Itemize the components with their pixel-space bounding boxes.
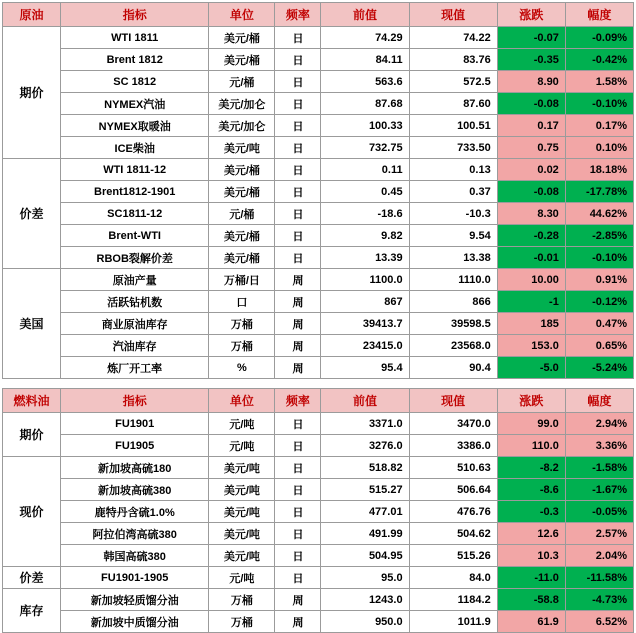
current-value: 84.0 [409, 567, 497, 589]
indicator-unit: 美元/桶 [209, 247, 275, 269]
change-percent: -0.05% [565, 501, 633, 523]
indicator-name: FU1905 [61, 435, 209, 457]
previous-value: 867 [321, 291, 409, 313]
current-value: 87.60 [409, 93, 497, 115]
indicator-unit: 元/桶 [209, 71, 275, 93]
indicator-frequency: 日 [275, 501, 321, 523]
change-percent: -0.10% [565, 247, 633, 269]
table-row [3, 159, 634, 181]
current-value: 515.26 [409, 545, 497, 567]
table-row [3, 501, 634, 523]
change-value: -0.08 [497, 93, 565, 115]
indicator-frequency: 日 [275, 545, 321, 567]
indicator-unit: 万桶 [209, 335, 275, 357]
previous-value: 477.01 [321, 501, 409, 523]
indicator-unit: 万桶/日 [209, 269, 275, 291]
current-value: 1011.9 [409, 611, 497, 633]
indicator-frequency: 周 [275, 589, 321, 611]
change-percent: 0.47% [565, 313, 633, 335]
change-percent: -2.85% [565, 225, 633, 247]
change-value: -8.6 [497, 479, 565, 501]
column-header: 前值 [321, 3, 409, 27]
indicator-name: 活跃钻机数 [61, 291, 209, 313]
table-header-row [3, 389, 634, 413]
table-row [3, 523, 634, 545]
indicator-unit: 美元/吨 [209, 523, 275, 545]
change-percent: 2.57% [565, 523, 633, 545]
previous-value: 39413.7 [321, 313, 409, 335]
change-value: 0.02 [497, 159, 565, 181]
previous-value: 491.99 [321, 523, 409, 545]
indicator-frequency: 日 [275, 71, 321, 93]
column-header: 单位 [209, 389, 275, 413]
change-value: -0.35 [497, 49, 565, 71]
table-header-row [3, 3, 634, 27]
column-header: 涨跌 [497, 3, 565, 27]
current-value: -10.3 [409, 203, 497, 225]
change-value: -5.0 [497, 357, 565, 379]
change-value: 153.0 [497, 335, 565, 357]
change-percent: 0.17% [565, 115, 633, 137]
current-value: 733.50 [409, 137, 497, 159]
column-header: 频率 [275, 389, 321, 413]
table-row [3, 435, 634, 457]
current-value: 74.22 [409, 27, 497, 49]
indicator-name: 阿拉伯湾高硫380 [61, 523, 209, 545]
previous-value: 3276.0 [321, 435, 409, 457]
previous-value: 563.6 [321, 71, 409, 93]
row-group-label: 库存 [3, 589, 61, 633]
previous-value: 1243.0 [321, 589, 409, 611]
change-value: -8.2 [497, 457, 565, 479]
change-value: 10.00 [497, 269, 565, 291]
table-row [3, 479, 634, 501]
indicator-name: NYMEX汽油 [61, 93, 209, 115]
change-percent: 2.04% [565, 545, 633, 567]
current-value: 0.13 [409, 159, 497, 181]
indicator-name: RBOB裂解价差 [61, 247, 209, 269]
change-value: 61.9 [497, 611, 565, 633]
table-row [3, 335, 634, 357]
indicator-unit: 美元/桶 [209, 27, 275, 49]
indicator-frequency: 日 [275, 523, 321, 545]
previous-value: 732.75 [321, 137, 409, 159]
column-header: 频率 [275, 3, 321, 27]
previous-value: 3371.0 [321, 413, 409, 435]
table-row [3, 457, 634, 479]
indicator-frequency: 日 [275, 435, 321, 457]
previous-value: 74.29 [321, 27, 409, 49]
indicator-name: Brent 1812 [61, 49, 209, 71]
indicator-name: SC 1812 [61, 71, 209, 93]
current-value: 90.4 [409, 357, 497, 379]
row-group-label: 现价 [3, 457, 61, 567]
current-value: 476.76 [409, 501, 497, 523]
indicator-unit: 美元/吨 [209, 137, 275, 159]
table-row [3, 247, 634, 269]
indicator-frequency: 周 [275, 357, 321, 379]
indicator-frequency: 周 [275, 291, 321, 313]
current-value: 23568.0 [409, 335, 497, 357]
change-value: 8.30 [497, 203, 565, 225]
change-percent: -0.42% [565, 49, 633, 71]
indicator-frequency: 周 [275, 313, 321, 335]
change-percent: 6.52% [565, 611, 633, 633]
column-header: 现值 [409, 3, 497, 27]
table-row [3, 611, 634, 633]
indicator-name: ICE柴油 [61, 137, 209, 159]
table-row [3, 269, 634, 291]
previous-value: 95.4 [321, 357, 409, 379]
change-percent: -0.09% [565, 27, 633, 49]
indicator-unit: 美元/吨 [209, 457, 275, 479]
table-row [3, 27, 634, 49]
previous-value: 9.82 [321, 225, 409, 247]
table-row [3, 291, 634, 313]
change-value: 110.0 [497, 435, 565, 457]
table-row [3, 115, 634, 137]
current-value: 3386.0 [409, 435, 497, 457]
previous-value: 515.27 [321, 479, 409, 501]
previous-value: 504.95 [321, 545, 409, 567]
table-row [3, 181, 634, 203]
change-percent: -5.24% [565, 357, 633, 379]
table-row [3, 203, 634, 225]
previous-value: 1100.0 [321, 269, 409, 291]
change-percent: -4.73% [565, 589, 633, 611]
indicator-frequency: 日 [275, 49, 321, 71]
table-row [3, 545, 634, 567]
change-value: -0.07 [497, 27, 565, 49]
indicator-name: 新加坡高硫180 [61, 457, 209, 479]
column-header: 单位 [209, 3, 275, 27]
current-value: 572.5 [409, 71, 497, 93]
table-row [3, 225, 634, 247]
change-percent: 0.91% [565, 269, 633, 291]
indicator-frequency: 日 [275, 159, 321, 181]
change-percent: -0.10% [565, 93, 633, 115]
indicator-name: 新加坡中质馏分油 [61, 611, 209, 633]
table-row [3, 71, 634, 93]
row-group-label: 价差 [3, 567, 61, 589]
indicator-name: WTI 1811-12 [61, 159, 209, 181]
current-value: 9.54 [409, 225, 497, 247]
indicator-name: Brent1812-1901 [61, 181, 209, 203]
change-percent: 0.10% [565, 137, 633, 159]
indicator-unit: % [209, 357, 275, 379]
row-group-label: 价差 [3, 159, 61, 269]
change-value: 0.17 [497, 115, 565, 137]
table-row [3, 567, 634, 589]
previous-value: 23415.0 [321, 335, 409, 357]
column-header: 前值 [321, 389, 409, 413]
current-value: 39598.5 [409, 313, 497, 335]
indicator-name: 韩国高硫380 [61, 545, 209, 567]
table-row [3, 137, 634, 159]
indicator-unit: 元/吨 [209, 435, 275, 457]
current-value: 13.38 [409, 247, 497, 269]
change-percent: -1.58% [565, 457, 633, 479]
tables-container [2, 2, 634, 633]
previous-value: 518.82 [321, 457, 409, 479]
indicator-name: 新加坡高硫380 [61, 479, 209, 501]
change-percent: 2.94% [565, 413, 633, 435]
previous-value: 95.0 [321, 567, 409, 589]
previous-value: 100.33 [321, 115, 409, 137]
change-percent: 18.18% [565, 159, 633, 181]
indicator-name: Brent-WTI [61, 225, 209, 247]
indicator-frequency: 周 [275, 335, 321, 357]
current-value: 0.37 [409, 181, 497, 203]
table-crude-oil [2, 2, 634, 379]
change-value: -0.01 [497, 247, 565, 269]
indicator-name: SC1811-12 [61, 203, 209, 225]
table-row [3, 93, 634, 115]
change-value: 0.75 [497, 137, 565, 159]
indicator-frequency: 日 [275, 137, 321, 159]
indicator-unit: 万桶 [209, 313, 275, 335]
column-header: 涨跌 [497, 389, 565, 413]
indicator-frequency: 日 [275, 27, 321, 49]
change-percent: 44.62% [565, 203, 633, 225]
indicator-unit: 美元/吨 [209, 479, 275, 501]
previous-value: 84.11 [321, 49, 409, 71]
previous-value: 950.0 [321, 611, 409, 633]
indicator-name: 鹿特丹含硫1.0% [61, 501, 209, 523]
change-value: -58.8 [497, 589, 565, 611]
indicator-frequency: 日 [275, 413, 321, 435]
table-gap [2, 379, 634, 388]
change-value: -0.3 [497, 501, 565, 523]
current-value: 3470.0 [409, 413, 497, 435]
column-header: 现值 [409, 389, 497, 413]
indicator-unit: 元/吨 [209, 567, 275, 589]
indicator-unit: 美元/桶 [209, 49, 275, 71]
current-value: 83.76 [409, 49, 497, 71]
change-value: 99.0 [497, 413, 565, 435]
column-header: 原油 [3, 3, 61, 27]
indicator-unit: 万桶 [209, 611, 275, 633]
indicator-unit: 美元/吨 [209, 545, 275, 567]
indicator-name: NYMEX取暖油 [61, 115, 209, 137]
indicator-name: 商业原油库存 [61, 313, 209, 335]
current-value: 1184.2 [409, 589, 497, 611]
current-value: 100.51 [409, 115, 497, 137]
row-group-label: 期价 [3, 413, 61, 457]
indicator-unit: 美元/吨 [209, 501, 275, 523]
column-header: 幅度 [565, 389, 633, 413]
change-value: 10.3 [497, 545, 565, 567]
table-row [3, 357, 634, 379]
table-row [3, 413, 634, 435]
change-value: -11.0 [497, 567, 565, 589]
change-value: -1 [497, 291, 565, 313]
indicator-frequency: 日 [275, 457, 321, 479]
table-row [3, 589, 634, 611]
table-fuel-oil [2, 388, 634, 633]
current-value: 504.62 [409, 523, 497, 545]
row-group-label: 期价 [3, 27, 61, 159]
change-value: 185 [497, 313, 565, 335]
current-value: 506.64 [409, 479, 497, 501]
indicator-name: 原油产量 [61, 269, 209, 291]
change-percent: 1.58% [565, 71, 633, 93]
column-header: 幅度 [565, 3, 633, 27]
indicator-unit: 元/吨 [209, 413, 275, 435]
indicator-unit: 美元/桶 [209, 181, 275, 203]
indicator-frequency: 日 [275, 567, 321, 589]
change-percent: -1.67% [565, 479, 633, 501]
indicator-unit: 元/桶 [209, 203, 275, 225]
indicator-frequency: 日 [275, 115, 321, 137]
row-group-label: 美国 [3, 269, 61, 379]
indicator-frequency: 日 [275, 225, 321, 247]
indicator-unit: 美元/桶 [209, 159, 275, 181]
indicator-frequency: 周 [275, 269, 321, 291]
change-value: 8.90 [497, 71, 565, 93]
change-percent: 0.65% [565, 335, 633, 357]
indicator-frequency: 日 [275, 247, 321, 269]
column-header: 指标 [61, 3, 209, 27]
indicator-name: FU1901-1905 [61, 567, 209, 589]
previous-value: 13.39 [321, 247, 409, 269]
column-header: 燃料油 [3, 389, 61, 413]
column-header: 指标 [61, 389, 209, 413]
previous-value: 87.68 [321, 93, 409, 115]
current-value: 1110.0 [409, 269, 497, 291]
table-row [3, 313, 634, 335]
indicator-name: 炼厂开工率 [61, 357, 209, 379]
indicator-unit: 万桶 [209, 589, 275, 611]
current-value: 510.63 [409, 457, 497, 479]
indicator-name: FU1901 [61, 413, 209, 435]
change-percent: -17.78% [565, 181, 633, 203]
table-row [3, 49, 634, 71]
indicator-unit: 美元/加仑 [209, 115, 275, 137]
indicator-frequency: 周 [275, 611, 321, 633]
current-value: 866 [409, 291, 497, 313]
indicator-name: WTI 1811 [61, 27, 209, 49]
indicator-frequency: 日 [275, 203, 321, 225]
change-percent: -0.12% [565, 291, 633, 313]
change-percent: -11.58% [565, 567, 633, 589]
change-percent: 3.36% [565, 435, 633, 457]
change-value: -0.08 [497, 181, 565, 203]
change-value: 12.6 [497, 523, 565, 545]
indicator-name: 汽油库存 [61, 335, 209, 357]
previous-value: 0.11 [321, 159, 409, 181]
previous-value: 0.45 [321, 181, 409, 203]
change-value: -0.28 [497, 225, 565, 247]
indicator-frequency: 日 [275, 93, 321, 115]
indicator-frequency: 日 [275, 181, 321, 203]
indicator-name: 新加坡轻质馏分油 [61, 589, 209, 611]
indicator-unit: 口 [209, 291, 275, 313]
indicator-frequency: 日 [275, 479, 321, 501]
indicator-unit: 美元/桶 [209, 225, 275, 247]
indicator-unit: 美元/加仑 [209, 93, 275, 115]
previous-value: -18.6 [321, 203, 409, 225]
